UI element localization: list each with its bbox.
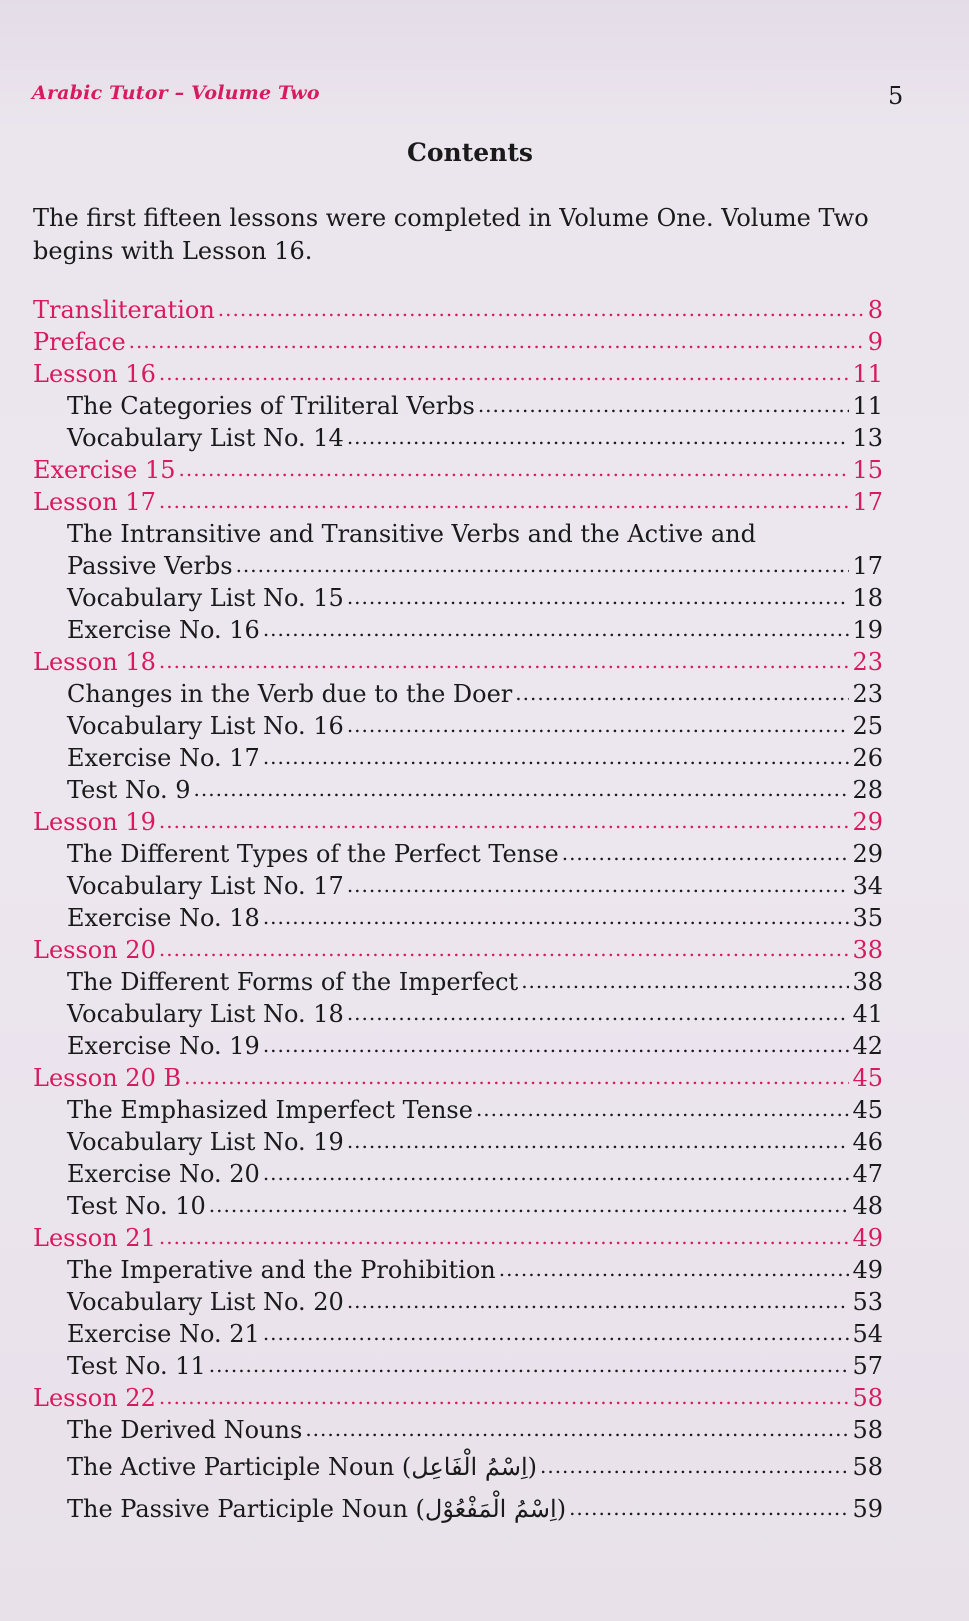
toc-entry-title: Exercise No. 20 — [67, 1160, 260, 1188]
toc-entry-page: 18 — [852, 584, 883, 612]
dot-leader — [569, 1488, 849, 1529]
toc-entry[interactable] — [33, 518, 883, 550]
toc-entry[interactable] — [33, 838, 883, 870]
toc-entry-page: 23 — [852, 680, 883, 708]
toc-lesson-entry[interactable] — [33, 454, 883, 486]
toc-entry[interactable] — [33, 710, 883, 742]
toc-entry-title: Lesson 22 — [33, 1384, 156, 1412]
dot-leader — [209, 1190, 850, 1221]
toc-entry[interactable] — [33, 1446, 883, 1488]
toc-lesson-entry[interactable] — [33, 1382, 883, 1414]
toc-entry[interactable] — [33, 390, 883, 422]
toc-lesson-entry[interactable] — [33, 486, 883, 518]
toc-entry-page: 34 — [852, 872, 883, 900]
toc-entry[interactable] — [33, 1318, 883, 1350]
toc-entry-title: Lesson 18 — [33, 648, 156, 676]
toc-entry-page: 17 — [852, 488, 883, 516]
toc-entry-title: Vocabulary List No. 20 — [67, 1288, 344, 1316]
toc-entry-title: Exercise 15 — [33, 456, 176, 484]
toc-entry-title: Vocabulary List No. 19 — [67, 1128, 344, 1156]
toc-entry-page: 59 — [852, 1495, 883, 1523]
table-of-contents — [33, 294, 883, 1530]
dot-leader — [347, 422, 850, 453]
dot-leader — [159, 934, 850, 965]
toc-entry-page: 8 — [867, 296, 883, 324]
toc-entry[interactable] — [33, 902, 883, 934]
dot-leader — [263, 742, 850, 773]
dot-leader — [184, 1062, 849, 1093]
toc-entry-title: Lesson 16 — [33, 360, 156, 388]
toc-entry-title: Preface — [33, 328, 126, 356]
toc-entry[interactable] — [33, 1414, 883, 1446]
toc-entry-page: 35 — [852, 904, 883, 932]
toc-entry-page: 29 — [852, 808, 883, 836]
toc-lesson-entry[interactable] — [33, 1062, 883, 1094]
dot-leader — [263, 1030, 850, 1061]
toc-entry-page: 49 — [852, 1256, 883, 1284]
toc-entry-page: 29 — [852, 840, 883, 868]
toc-entry-title: Lesson 19 — [33, 808, 156, 836]
dot-leader — [159, 358, 850, 389]
toc-entry-page: 45 — [852, 1064, 883, 1092]
toc-lesson-entry[interactable] — [33, 358, 883, 390]
toc-entry-page: 58 — [852, 1416, 883, 1444]
toc-entry-page: 11 — [852, 360, 883, 388]
dot-leader — [499, 1254, 850, 1285]
toc-entry[interactable] — [33, 1350, 883, 1382]
toc-entry-title: Transliteration — [33, 296, 215, 324]
toc-entry-title: Changes in the Verb due to the Doer — [67, 680, 513, 708]
toc-entry-page: 25 — [852, 712, 883, 740]
toc-entry-title: Lesson 20 — [33, 936, 156, 964]
toc-entry[interactable] — [33, 1126, 883, 1158]
toc-entry-page: 23 — [852, 648, 883, 676]
toc-entry[interactable] — [33, 1094, 883, 1126]
toc-entry-page: 19 — [852, 616, 883, 644]
toc-entry-title: The Categories of Triliteral Verbs — [67, 392, 475, 420]
toc-entry-title: The Different Forms of the Imperfect — [67, 968, 519, 996]
toc-entry[interactable] — [33, 614, 883, 646]
toc-entry-title: Vocabulary List No. 16 — [67, 712, 344, 740]
toc-entry-title: The Intransitive and Transitive Verbs and the Active and — [67, 520, 756, 548]
toc-entry-title: Exercise No. 16 — [67, 616, 260, 644]
dot-leader — [347, 582, 850, 613]
toc-entry-page: 48 — [852, 1192, 883, 1220]
toc-entry[interactable] — [33, 774, 883, 806]
toc-entry-page: 11 — [852, 392, 883, 420]
dot-leader — [209, 1350, 850, 1381]
toc-entry-title: The Passive Participle Noun (اِسْمُ الْمَفْعُوْل) — [67, 1495, 567, 1523]
dot-leader — [236, 550, 850, 581]
toc-entry[interactable] — [33, 1158, 883, 1190]
dot-leader — [347, 998, 850, 1029]
running-header-title: Arabic Tutor – Volume Two — [32, 82, 320, 104]
dot-leader — [347, 870, 850, 901]
dot-leader — [521, 966, 849, 997]
page-number: 5 — [888, 82, 904, 110]
dot-leader — [305, 1414, 849, 1445]
toc-entry-title: The Active Participle Noun (اِسْمُ الْفَاعِل) — [67, 1453, 537, 1481]
toc-entry-title: Exercise No. 17 — [67, 744, 260, 772]
dot-leader — [159, 1382, 850, 1413]
toc-entry-title: The Different Types of the Perfect Tense — [67, 840, 559, 868]
toc-lesson-entry[interactable] — [33, 806, 883, 838]
toc-lesson-entry[interactable] — [33, 326, 883, 358]
toc-entry[interactable] — [33, 1488, 883, 1530]
toc-entry[interactable] — [33, 998, 883, 1030]
toc-entry-title: Exercise No. 21 — [67, 1320, 260, 1348]
toc-entry[interactable] — [33, 550, 883, 582]
toc-entry-title: The Imperative and the Prohibition — [67, 1256, 496, 1284]
toc-entry-title: The Derived Nouns — [67, 1416, 303, 1444]
toc-entry-title: Lesson 21 — [33, 1224, 156, 1252]
dot-leader — [263, 1318, 850, 1349]
toc-entry[interactable] — [33, 582, 883, 614]
dot-leader — [515, 678, 849, 709]
toc-entry-page: 26 — [852, 744, 883, 772]
toc-entry-page: 46 — [852, 1128, 883, 1156]
toc-entry-title: Test No. 11 — [67, 1352, 206, 1380]
dot-leader — [179, 454, 850, 485]
dot-leader — [159, 486, 850, 517]
toc-entry-title: Exercise No. 18 — [67, 904, 260, 932]
toc-entry[interactable] — [33, 1286, 883, 1318]
dot-leader — [263, 614, 850, 645]
toc-entry-page: 42 — [852, 1032, 883, 1060]
toc-entry[interactable] — [33, 1190, 883, 1222]
dot-leader — [159, 646, 850, 677]
toc-entry-page: 38 — [852, 936, 883, 964]
toc-entry-title: Lesson 17 — [33, 488, 156, 516]
toc-entry-title: Vocabulary List No. 18 — [67, 1000, 344, 1028]
toc-entry[interactable] — [33, 742, 883, 774]
toc-lesson-entry[interactable] — [33, 934, 883, 966]
dot-leader — [562, 838, 850, 869]
dot-leader — [218, 294, 865, 325]
toc-entry-page: 38 — [852, 968, 883, 996]
dot-leader — [159, 1222, 850, 1253]
toc-entry[interactable] — [33, 966, 883, 998]
dot-leader — [347, 1126, 850, 1157]
dot-leader — [263, 902, 850, 933]
toc-entry-page: 49 — [852, 1224, 883, 1252]
page-title: Contents — [406, 138, 533, 167]
toc-lesson-entry[interactable] — [33, 646, 883, 678]
toc-entry-page: 58 — [852, 1453, 883, 1481]
toc-entry-page: 45 — [852, 1096, 883, 1124]
toc-entry-page: 13 — [852, 424, 883, 452]
toc-entry-title: Test No. 10 — [67, 1192, 206, 1220]
toc-entry[interactable] — [33, 422, 883, 454]
toc-entry-title: Vocabulary List No. 17 — [67, 872, 344, 900]
toc-entry-title: Vocabulary List No. 15 — [67, 584, 344, 612]
toc-entry-page: 54 — [852, 1320, 883, 1348]
dot-leader — [347, 710, 850, 741]
toc-entry-title: Test No. 9 — [67, 776, 191, 804]
toc-entry-page: 28 — [852, 776, 883, 804]
toc-lesson-entry[interactable] — [33, 1222, 883, 1254]
dot-leader — [476, 1094, 850, 1125]
toc-entry-title: Passive Verbs — [67, 552, 233, 580]
toc-entry-page: 9 — [867, 328, 883, 356]
toc-entry-page: 15 — [852, 456, 883, 484]
toc-entry[interactable] — [33, 870, 883, 902]
dot-leader — [194, 774, 850, 805]
toc-entry[interactable] — [33, 1254, 883, 1286]
toc-entry-title: The Emphasized Imperfect Tense — [67, 1096, 473, 1124]
dot-leader — [263, 1158, 850, 1189]
dot-leader — [347, 1286, 850, 1317]
toc-entry-page: 41 — [852, 1000, 883, 1028]
toc-entry-page: 17 — [852, 552, 883, 580]
toc-entry-page: 57 — [852, 1352, 883, 1380]
dot-leader — [478, 390, 850, 421]
toc-entry[interactable] — [33, 678, 883, 710]
toc-entry-title: Exercise No. 19 — [67, 1032, 260, 1060]
toc-entry-page: 58 — [852, 1384, 883, 1412]
toc-entry[interactable] — [33, 1030, 883, 1062]
toc-entry-title: Lesson 20 B — [33, 1064, 182, 1092]
intro-paragraph: The first fifteen lessons were completed in Volume One. Volume Two begins with Lesson 16. — [33, 204, 869, 265]
toc-entry-page: 47 — [852, 1160, 883, 1188]
toc-lesson-entry[interactable] — [33, 294, 883, 326]
dot-leader — [129, 326, 865, 357]
dot-leader — [159, 806, 850, 837]
toc-entry-page: 53 — [852, 1288, 883, 1316]
toc-entry-title: Vocabulary List No. 14 — [67, 424, 344, 452]
dot-leader — [540, 1446, 849, 1487]
